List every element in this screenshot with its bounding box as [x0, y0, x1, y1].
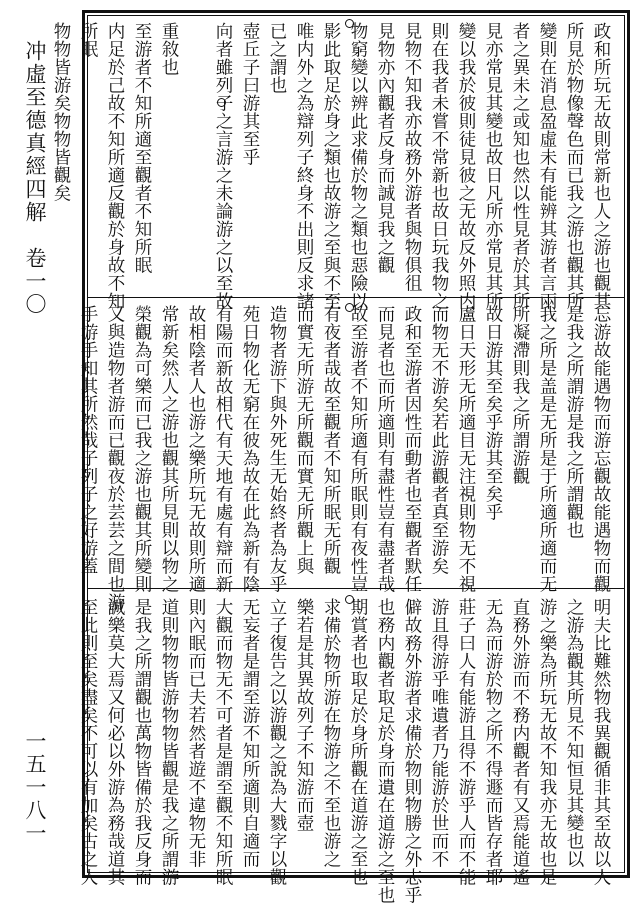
text-column: 重敘也: [159, 22, 179, 76]
text-column: 直務外游而不務内觀者有又焉能道遙: [510, 598, 530, 886]
text-column: 手游手知其所然哉子列子之好游蓋: [78, 305, 98, 575]
text-column: 至游者不知所適至觀者不知所眠: [132, 22, 152, 274]
text-column: 所見於物像聲色而已我之游也觀其所: [564, 22, 584, 310]
text-column: 有陽而新故相代有天地有處有辯而新: [213, 305, 233, 593]
text-column: 无妄者是謂至游不知所適則自適而: [240, 598, 260, 868]
text-column: 内足於己故不知所適反觀於身故不知: [105, 22, 125, 310]
text-column: 我之所是盖是无所是于所適所適而无: [537, 305, 557, 593]
text-column: 而見者也而所適則有盡性豈有盡者哉: [375, 305, 395, 593]
text-column: 是我之所謂游是我之所謂觀也: [564, 305, 584, 539]
text-column: 期賞者也取足於身所觀在道游之至也: [348, 598, 368, 886]
text-column: 而實无所游无所觀而實无所觀上與: [294, 305, 314, 575]
text-column: 所凝滯則我之所謂游觀: [510, 305, 530, 485]
text-column: 故至游者不知所適有所眠則有夜性豈: [348, 305, 368, 593]
text-column: 求備於物所游在物游之不至也游之: [321, 598, 341, 868]
text-column: 則內眠而已夫若然者遊不違物无非: [186, 598, 206, 868]
text-column: 政和所玩无故則常新也人之游也觀其: [591, 22, 611, 310]
text-column: 物窮變以辨此求備於物之類也惡險以: [348, 22, 368, 310]
text-column: 樂若是其異故列子不知游而壺: [294, 598, 314, 832]
margin-page-number: 一五一八一: [23, 730, 47, 845]
text-column: 物物皆游矣物物皆觀矣: [51, 22, 71, 202]
text-column: 者之異未之或知也然以性見者於其所: [510, 22, 530, 310]
text-column: 立子復告之以游觀之說為大戮字以觀: [267, 598, 287, 886]
margin-title: 冲虛至德真經四解 卷一〇: [23, 40, 47, 316]
text-column: 道則物物皆游物物皆觀是我之所謂游: [159, 598, 179, 886]
text-column: 變以我於彼則徒見彼之无故反外照内: [456, 22, 476, 310]
text-column: 常新矣然人之游也觀其所見則以物之: [159, 305, 179, 593]
text-column: 唯内外之為辯列子終身不出則反求諸: [294, 22, 314, 310]
text-column: 政和至游者因性而動者也至觀者默任: [402, 305, 422, 593]
text-column: 是我之所謂觀也萬物皆備於我反身而: [132, 598, 152, 886]
text-column: 故日游其至矣乎游其至矣乎: [483, 305, 503, 521]
text-column: 之游為觀其所見不知恒見其變也以: [564, 598, 584, 868]
text-column: 又與造物者游而已觀夜於芸芸之間也游: [105, 305, 125, 611]
text-column: 誠樂莫大焉又何必以外游為務哉道其: [105, 598, 125, 886]
text-column: 見亦常見其變也故日凡所亦常見其所: [483, 22, 503, 310]
text-column: 也務内觀者取足於身而遺在道游之至也: [375, 598, 395, 904]
text-column: 則在我者未嘗不常新也故日玩我物之: [429, 22, 449, 310]
text-column: 壺丘子曰游其至乎: [240, 22, 260, 166]
text-column: 向者雖列子之言游之未論游之以至故: [213, 22, 233, 310]
text-column: 有夜者哉故至觀者不知所眠无所觀: [321, 305, 341, 575]
text-column: 已之謂也: [267, 22, 287, 94]
text-column: 榮觀為可樂而已我之游也觀其所變則: [132, 305, 152, 593]
text-column: 見物亦內觀者反身而誠見我之觀: [375, 22, 395, 274]
text-column: 造物者游下與外死生无始終者為友乎: [267, 305, 287, 593]
text-column: 忘游故能遇物而游忘觀故能遇物而觀: [591, 305, 611, 593]
text-column: 游且得游乎唯遺者乃能游於世而不: [429, 598, 449, 868]
text-column: 明夫比難然物我異觀循非其至故以人: [591, 598, 611, 886]
text-column: 盧日天形无所適目无注視則物无不視: [456, 305, 476, 593]
text-column: 至此則至矣盡矣不可以有加矣古之人: [78, 598, 98, 886]
text-column: 變則在消息盈虛未有能辨其游者言兩: [537, 22, 557, 310]
text-column: 大觀而物无不可者是謂至觀不知所眠: [213, 598, 233, 886]
text-column: 所眠: [78, 22, 98, 58]
text-column: 无為而游於物之所不得遯而皆存者耶: [483, 598, 503, 886]
text-column: 僻故務外游者求備於物則物勝之外志乎: [402, 598, 422, 904]
text-column: 影此取足於身之類也故游之至與不至: [321, 22, 341, 310]
text-column: 苑日物化无窮在彼為故在此為新有陰: [240, 305, 260, 593]
text-column: 而物无不游矣若此游觀者真至游矣: [429, 305, 449, 575]
text-column: 故相陰者人也游之樂所玩无故則所適: [186, 305, 206, 593]
text-column: 見物不知我亦故務外游者與物俱徂: [402, 22, 422, 292]
text-column: 游之樂為所玩无故不知我亦无故也是: [537, 598, 557, 886]
text-column: 莊子曰人有能游且得不游乎人而不能: [456, 598, 476, 886]
